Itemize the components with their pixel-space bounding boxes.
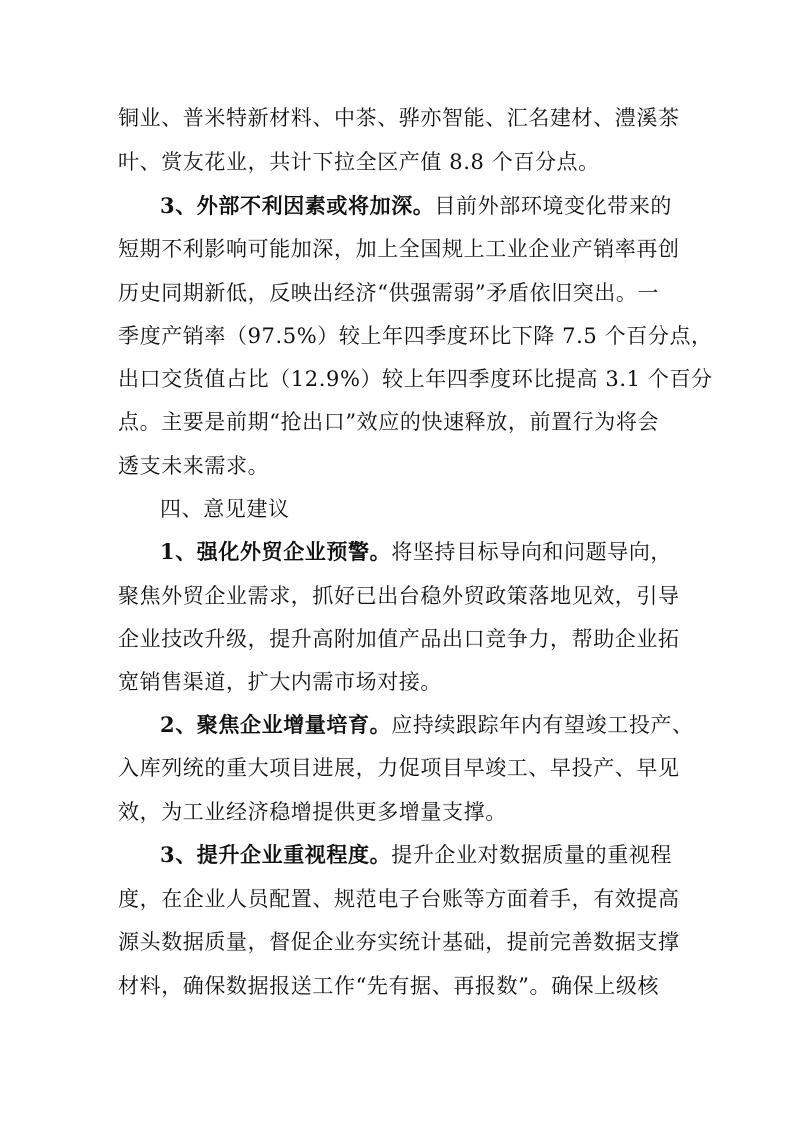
paragraph-line: 历史同期新低，反映出经济“供强需弱”矛盾依旧突出。一	[118, 281, 660, 305]
paragraph-line: 宽销售渠道，扩大内需市场对接。	[118, 670, 442, 694]
paragraph-line: 季度产销率（97.5%）较上年四季度环比下降 7.5 个百分点，	[118, 324, 713, 348]
paragraph-line: 短期不利影响可能加深，加上全国规上工业企业产销率再创	[118, 237, 680, 261]
paragraph-line: 叶、赏友花业，共计下拉全区产值 8.8 个百分点。	[118, 150, 600, 174]
section-heading: 3、提升企业重视程度。	[160, 842, 392, 867]
paragraph-line: 聚焦外贸企业需求，抓好已出台稳外贸政策落地见效，引导	[118, 584, 680, 608]
section-heading: 1、强化外贸企业预警。	[160, 539, 392, 564]
section-heading: 3、外部不利因素或将加深。	[160, 193, 435, 218]
paragraph-text: 目前外部环境变化带来的	[434, 194, 673, 218]
paragraph-line	[160, 188, 678, 224]
paragraph-text: 将坚持目标导向和问题导向，	[391, 540, 673, 564]
paragraph-text: 提升企业对数据质量的重视程	[391, 843, 673, 867]
paragraph-line	[160, 707, 694, 743]
paragraph-line: 透支未来需求。	[118, 454, 270, 478]
paragraph-text: 应持续跟踪年内有望竣工投产、	[391, 713, 694, 737]
paragraph-line	[160, 837, 678, 873]
paragraph-line: 材料，确保数据报送工作“先有据、再报数”。确保上级核	[118, 974, 660, 998]
paragraph-line: 出口交货值占比（12.9%）较上年四季度环比提高 3.1 个百分	[118, 367, 713, 391]
paragraph-line: 企业技改升级，提升高附加值产品出口竞争力，帮助企业拓	[118, 627, 680, 651]
paragraph-line: 入库列统的重大项目进展，力促项目早竣工、早投产、早见	[118, 756, 680, 780]
paragraph-line	[160, 534, 678, 570]
section-title: 四、意见建议	[160, 497, 290, 521]
paragraph-line: 效，为工业经济稳增提供更多增量支撑。	[118, 800, 507, 824]
section-heading: 2、聚焦企业增量培育。	[160, 712, 392, 737]
paragraph-line: 源头数据质量，督促企业夯实统计基础，提前完善数据支撑	[118, 930, 680, 954]
paragraph-line: 点。主要是前期“抢出口”效应的快速释放，前置行为将会	[118, 410, 660, 434]
paragraph-line: 铜业、普米特新材料、中茶、骅亦智能、汇名建材、澧溪茶	[118, 106, 680, 130]
paragraph-line: 度，在企业人员配置、规范电子台账等方面着手，有效提高	[118, 887, 680, 911]
